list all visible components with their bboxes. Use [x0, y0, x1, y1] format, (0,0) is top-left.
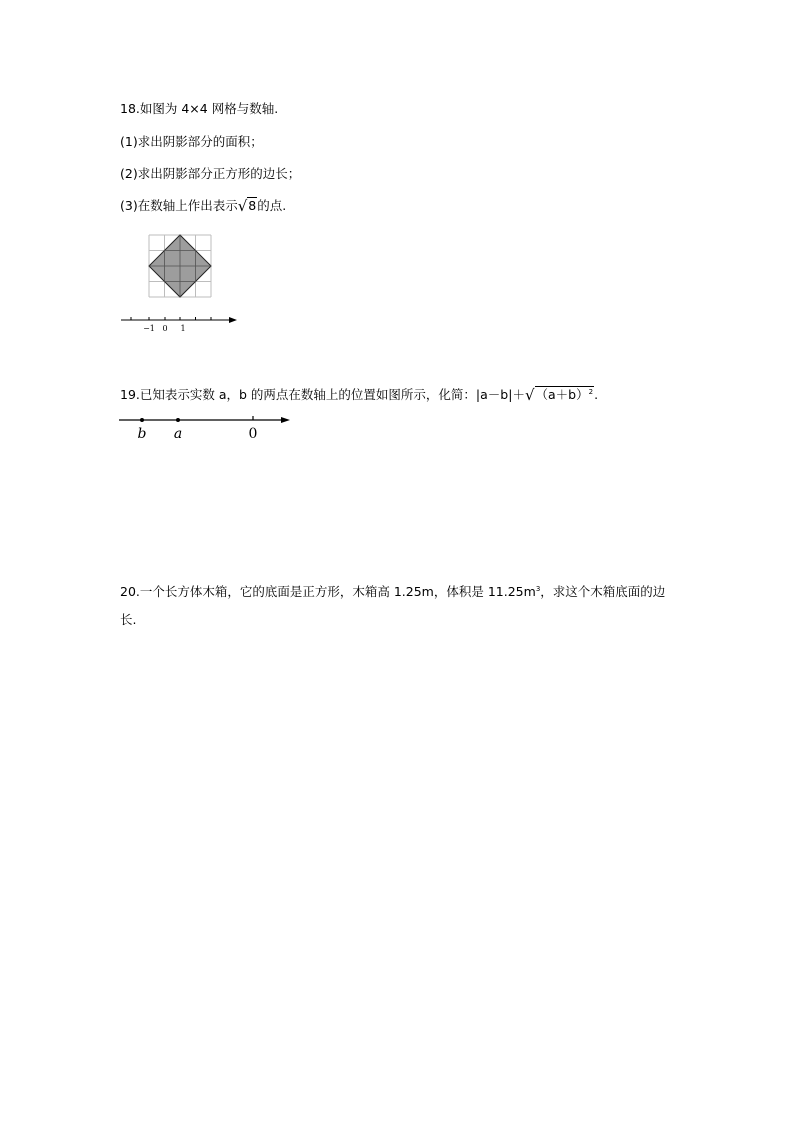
q18-radicand: 8 — [248, 198, 257, 213]
q18-title: 18.如图为 4×4 网格与数轴. — [120, 101, 279, 116]
q18-part3-after: 的点. — [257, 198, 287, 213]
q19-radicand: （a＋b） — [535, 387, 589, 403]
axis-label-1: 1 — [180, 324, 186, 333]
q18-part2: (2)求出阴影部分正方形的边长； — [120, 166, 301, 181]
q19-number-line — [115, 410, 295, 444]
q20-line1-before: 20.一个长方体木箱，它的底面是正方形，木箱高 1.25m，体积是 11.25m — [120, 584, 536, 600]
q18-part1: (1)求出阴影部分的面积； — [120, 134, 263, 149]
q19-text-before: 19.已知表示实数 a，b 的两点在数轴上的位置如图所示，化简：|a－b|＋ — [120, 387, 525, 403]
q18-sqrt: √8 — [237, 197, 257, 215]
q18-grid-figure — [115, 228, 245, 336]
q20-line1-after: ，求这个木箱底面的边 — [540, 584, 666, 600]
q20-line1 — [120, 581, 665, 600]
q20-exp: 3 — [535, 585, 541, 593]
point-b — [140, 418, 144, 422]
axis-label-0: 0 — [162, 324, 168, 333]
point-a — [176, 418, 180, 422]
q19-text-after: . — [594, 387, 599, 403]
q19-axis-arrow-icon — [281, 417, 290, 423]
q19-text — [120, 384, 598, 403]
label-0: 0 — [248, 426, 258, 442]
q19-sqrt: $√(a+b)^2$ — [524, 386, 594, 405]
label-b: b — [137, 426, 147, 442]
axis-label-neg1: −1 — [143, 324, 155, 333]
q20-line2: 长. — [120, 612, 137, 627]
q18-part3 — [120, 197, 286, 214]
q19-exponent: 2 — [588, 388, 594, 396]
label-a: a — [173, 426, 183, 442]
q18-part3-before: (3)在数轴上作出表示 — [120, 198, 238, 213]
